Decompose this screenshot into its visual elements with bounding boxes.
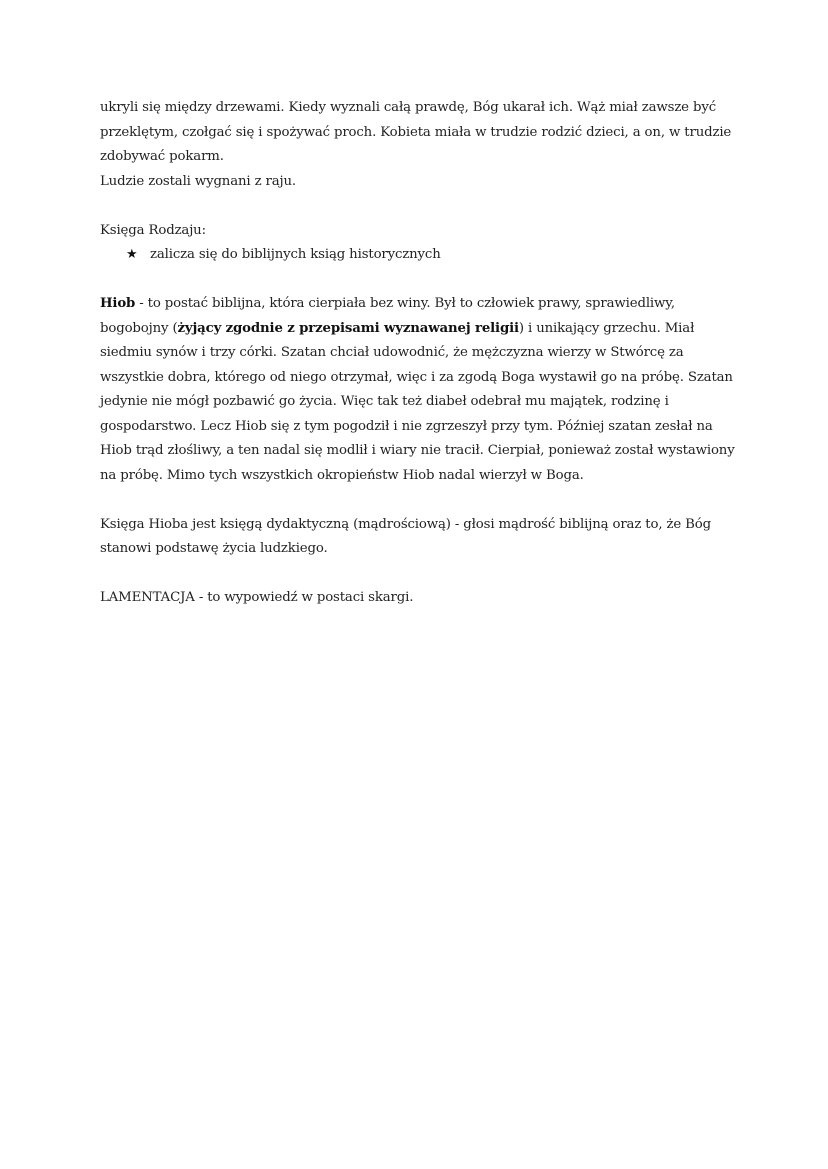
intro-line-exile: Ludzie zostali wygnani z raju. xyxy=(100,173,296,189)
paragraph-gap xyxy=(100,562,740,587)
genesis-heading: Księga Rodzaju: xyxy=(100,222,206,238)
lamentation-paragraph: LAMENTACJA - to wypowiedź w postaci skargi. xyxy=(100,590,414,605)
paragraph-gap xyxy=(100,488,740,513)
job-bold-phrase: żyjący zgodnie z przepisami wyznawanej religii xyxy=(177,320,519,336)
job-term: Hiob xyxy=(100,296,136,311)
job-text-a: - to postać biblijna, która cierpiała bez winy. Był to człowiek prawy, sprawiedliwy, bogobojny ( xyxy=(100,296,675,336)
genesis-bullet-list xyxy=(100,243,740,268)
intro-paragraph xyxy=(100,96,740,194)
intro-text: ukryli się między drzewami. Kiedy wyznali całą prawdę, Bóg ukarał ich. Wąż miał zawsze być przeklętym, czołgać się i spożywać proch. Kobieta miała w trudzie rodzić dzieci, a on, w trudzie zdobywać pokarm. xyxy=(100,100,732,164)
star-bullet-icon: ★ xyxy=(126,247,138,262)
paragraph-gap xyxy=(100,194,740,219)
paragraph-gap xyxy=(100,268,740,293)
job-paragraph xyxy=(100,292,740,488)
document-page xyxy=(100,96,740,611)
list-item xyxy=(100,243,740,268)
job-text-b: ) i unikający grzechu. Miał siedmiu synów i trzy córki. Szatan chciał udowodnić, że mężczyzna wierzy w Stwórcę za wszystkie dobra, którego od niego otrzymał, więc i za zgodą Boga wystawił go na próbę. Szatan jedynie nie mógł pozbawić go życia. Więc tak też diabeł odebrał mu majątek, rodzinę i gospodarstwo. Lecz Hiob się z tym pogodził i nie zgrzeszył przy tym. Później szatan zesłał na Hiob trąd złośliwy, a ten nadal się modlił i wiary nie tracił. Cierpiał, ponieważ został wystawiony na próbę. Mimo tych wszystkich okropieństw Hiob nadal wierzył w Boga. xyxy=(100,320,735,483)
book-of-job-paragraph: Księga Hioba jest księgą dydaktyczną (mądrościową) - głosi mądrość biblijną oraz to, że Bóg stanowi podstawę życia ludzkiego. xyxy=(100,516,711,556)
bullet-text: zalicza się do biblijnych ksiąg historycznych xyxy=(150,247,441,262)
